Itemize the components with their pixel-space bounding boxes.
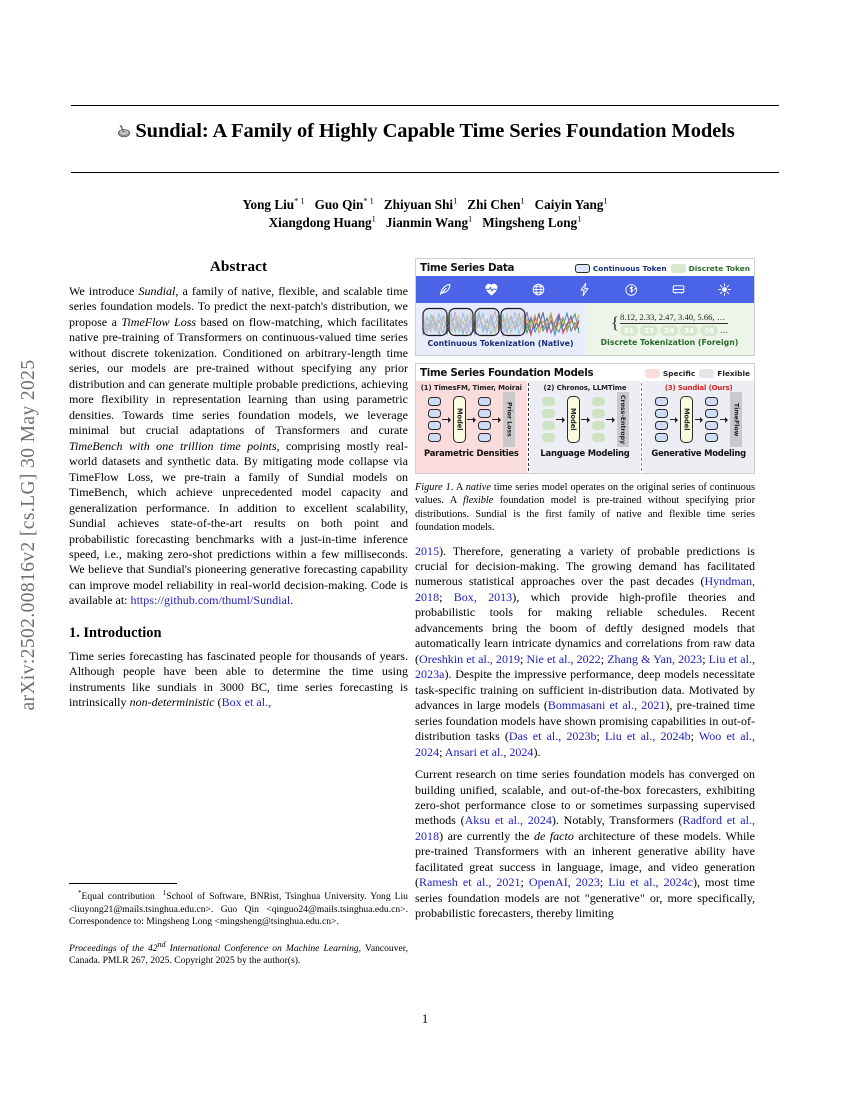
foundation-model-cell	[643, 381, 754, 473]
flexible-swatch	[699, 369, 714, 378]
token-box	[592, 397, 605, 407]
right-column	[415, 258, 755, 1003]
output-token-column	[592, 397, 605, 443]
dollar-circle-icon	[624, 282, 639, 297]
output-token-column	[705, 397, 718, 443]
token-box	[592, 409, 605, 419]
model-block-label: Model	[455, 408, 464, 431]
discrete-values-wrap	[611, 312, 728, 336]
loss-block	[503, 392, 515, 447]
model-block-label: Model	[569, 408, 577, 431]
discrete-values: 8.12, 2.33, 2.47, 3.40, 5.66, …	[620, 312, 728, 324]
token-box	[428, 397, 441, 407]
foundation-model-index-label: (1) TimesFM, Timer, Moirai	[420, 383, 522, 392]
time-series-data-panel	[415, 258, 755, 356]
discrete-token-chip: 56	[700, 325, 718, 336]
foundation-model-index-label: (2) Chronos, LLMTime	[543, 383, 627, 392]
foundation-model-index-label: (3) Sundial (Ours)	[664, 383, 733, 392]
foundation-model-caption: Language Modeling	[540, 447, 630, 458]
input-token-column	[428, 397, 441, 443]
author-name: Yong Liu$^{* 1}$	[242, 197, 305, 213]
discrete-token-chip: 23	[640, 325, 658, 336]
token-box	[478, 421, 491, 431]
legend-label-specific: Specific	[662, 368, 696, 378]
continuous-tokenization-caption: Continuous Tokenization (Native)	[427, 339, 574, 348]
foundation-model-caption: Generative Modeling	[651, 447, 746, 458]
loss-block-label: Prior Loss	[505, 402, 513, 437]
flow-arrow-icon	[442, 415, 451, 424]
legend-label-continuous: Continuous Token	[592, 263, 667, 273]
author-name: Zhi Chen$^1$	[467, 197, 525, 213]
output-token-column	[478, 397, 491, 443]
author-name: Xiangdong Huang$^1$	[268, 214, 376, 231]
sun-icon	[717, 282, 732, 297]
token-box	[705, 397, 718, 407]
continuous-series-chart	[421, 306, 581, 337]
author-line-1	[71, 196, 779, 214]
token-box	[428, 409, 441, 419]
flow-arrow-icon	[670, 415, 679, 424]
token-box	[542, 409, 555, 419]
figure-1-caption: Figure 1. A native time series model operates on the original series of continuous values. A flexible foundation model is pre-trained without specifying prior distributions. Sundial is the first family of native and flexible time series foundation models.	[415, 482, 755, 534]
foundation-model-cell	[416, 381, 527, 473]
author-list	[71, 196, 779, 232]
lightning-icon	[577, 282, 592, 297]
loss-block	[730, 392, 742, 447]
discrete-values-block	[620, 312, 728, 336]
heart-pulse-icon	[484, 282, 499, 297]
domain-icon-strip	[416, 276, 754, 303]
sundial-icon	[115, 122, 132, 139]
bus-icon	[671, 282, 686, 297]
flow-arrow-icon	[695, 415, 704, 424]
token-box	[478, 433, 491, 443]
globe-icon	[531, 282, 546, 297]
footnote-affiliations: *Equal contribution $^1$School of Software, BNRist, Tsinghua University. Yong Liu <liuyong21@mails.tsinghua.edu.cn>. Guo Qin <qinguo24@mails.tsinghua.edu.cn>. Correspondence to: Mingsheng Long <mingsheng@tsinghua.edu.cn>.	[69, 889, 408, 928]
flow-arrow-icon	[720, 415, 729, 424]
token-box	[655, 409, 668, 419]
legend-discrete-token	[671, 264, 750, 273]
discrete-token-chip: 24	[660, 325, 678, 336]
author-name: Mingsheng Long$^1$	[482, 214, 582, 231]
author-line-2	[71, 214, 779, 232]
foundation-model-diagram	[643, 392, 754, 448]
token-box	[655, 421, 668, 431]
model-block	[680, 396, 693, 443]
loss-block-label: TimeFlow	[732, 402, 740, 437]
discrete-token-chip: 34	[680, 325, 698, 336]
legend-label-discrete: Discrete Token	[688, 263, 750, 273]
title-rule-top	[71, 105, 779, 106]
specific-swatch	[645, 369, 660, 378]
figure-1	[415, 258, 755, 535]
leaf-icon	[438, 282, 453, 297]
panel-divider-dotted	[641, 383, 642, 471]
tokenization-row	[416, 303, 754, 355]
token-box	[705, 433, 718, 443]
legend-specific	[645, 369, 695, 378]
page-title	[71, 120, 779, 143]
flow-arrow-icon	[581, 415, 590, 424]
token-box	[542, 397, 555, 407]
token-box	[428, 421, 441, 431]
models-panel-legend	[645, 369, 750, 378]
token-box	[592, 421, 605, 431]
curly-brace-icon: {	[610, 312, 620, 332]
discrete-tokenization-caption: Discrete Tokenization (Foreign)	[600, 338, 739, 348]
flow-arrow-icon	[467, 415, 476, 424]
panel-divider-dashed	[528, 383, 529, 471]
author-name: Caiyin Yang$^1$	[534, 197, 608, 213]
abstract-text: We introduce Sundial, a family of native, flexible, and scalable time series foundation models. To predict the next-patch's distribution, we propose a TimeFlow Loss based on flow-matching, which facilitates native pre-training of Transformers on continuous-valued time series without discrete tokenization. Conditioned on arbitrary-length time series, our models are pre-trained without specifying any prior distribution and can generate multiple probable predictions, achieving more flexibility in representation learning than using parametric densities. Towards time series foundation models, we leverage minimal but crucial adaptations of Transformers and curate TimeBench with one trillion time points, comprising mostly real-world datasets and synthetic data. By mitigating mode collapse via TimeFlow Loss, we pre-train a family of Sundial models on TimeBench, which achieve unprecedented model capacity and generalization performance. In addition to excellent scalability, Sundial achieves state-of-the-art results on both point and probabilistic forecasting benchmarks with a just-in-time inference speed, i.e., making zero-shot predictions within a few milliseconds. We believe that Sundial's pioneering generative forecasting capability can improve model reliability in real-world decision-making. Code is available at: https://github.com/thuml/Sundial.	[69, 284, 408, 608]
discrete-tokenization-cell	[585, 303, 754, 355]
token-box	[655, 397, 668, 407]
token-box	[705, 421, 718, 431]
flow-arrow-icon	[492, 415, 501, 424]
continuous-tokenization-cell	[416, 303, 585, 355]
token-box	[542, 433, 555, 443]
legend-flexible	[699, 369, 750, 378]
flow-arrow-icon	[606, 415, 615, 424]
author-name: Guo Qin$^{* 1}$	[314, 197, 374, 213]
proceedings-notice: Proceedings of the 42nd International Conference on Machine Learning, Vancouver, Canada. PMLR 267, 2025. Copyright 2025 by the author(s).	[69, 939, 408, 967]
title-rule-bottom	[71, 172, 779, 173]
data-panel-legend	[575, 264, 750, 273]
token-box	[592, 433, 605, 443]
token-box	[542, 421, 555, 431]
discrete-token-chips	[620, 325, 728, 336]
introduction-heading: 1. Introduction	[69, 624, 162, 641]
abstract-heading: Abstract	[209, 258, 268, 275]
token-box	[478, 409, 491, 419]
token-box	[705, 409, 718, 419]
arxiv-stamp: arXiv:2502.00816v2 [cs.LG] 30 May 2025	[18, 359, 39, 711]
model-block	[567, 396, 580, 443]
introduction-paragraph-1: Time series forecasting has fascinated people for thousands of years. Although people have been able to determine the time using instruments like sundials in 3000 BC, time series forecasting is intrinsically non-deterministic (Box et al.,	[69, 648, 408, 710]
page-number: 1	[421, 1012, 429, 1026]
author-name: Zhiyuan Shi$^1$	[383, 197, 458, 213]
data-panel-header	[416, 259, 754, 276]
discrete-chips-ellipsis: …	[720, 326, 729, 336]
page-title-text: Sundial: A Family of Highly Capable Time Series Foundation Models	[135, 120, 735, 142]
legend-continuous-token	[575, 264, 667, 273]
models-panel-title: Time Series Foundation Models	[420, 367, 594, 379]
loss-block-label: Cross-Entropy	[619, 394, 626, 445]
foundation-models-panel	[415, 363, 755, 474]
discrete-token-chip: 81	[620, 325, 638, 336]
input-token-column	[655, 397, 668, 443]
footnote-rule	[69, 883, 177, 884]
foundation-model-cell	[530, 381, 641, 473]
model-block	[453, 396, 466, 443]
foundation-model-caption: Parametric Densities	[424, 447, 519, 458]
discrete-token-swatch	[671, 264, 686, 273]
footnote-block	[69, 883, 408, 968]
token-box	[428, 433, 441, 443]
model-block-label: Model	[682, 408, 691, 431]
loss-block	[617, 392, 629, 447]
input-token-column	[542, 397, 555, 443]
foundation-models-row	[416, 381, 754, 473]
continuous-token-swatch	[575, 264, 590, 273]
flow-arrow-icon	[556, 415, 565, 424]
right-paragraph-1: 2015). Therefore, generating a variety of probable predictions is crucial for decision-making. The growing demand has facilitated numerous statistical approaches over the past decades (Hyndman, 2018; Box, 2013), which provide high-profile theories and probabilistic tools for making reliable schedules. Recent advancements bring the boom of deftly designed models that automatically learn intricate dynamics and correlations from raw data (Oreshkin et al., 2019; Nie et al., 2022; Zhang & Yan, 2023; Liu et al., 2023a). Despite the impressive performance, deep models necessitate task-specific training on sufficient in-distribution data. Motivated by advances in large models (Bommasani et al., 2021), pre-trained time series foundation models have shown promising capabilities in out-of-distribution tasks (Das et al., 2023b; Liu et al., 2024b; Woo et al., 2024; Ansari et al., 2024).	[415, 543, 756, 759]
foundation-model-diagram	[530, 392, 641, 448]
foundation-model-diagram	[416, 392, 527, 448]
token-box	[655, 433, 668, 443]
author-name: Jianmin Wang$^1$	[385, 214, 473, 231]
models-panel-header	[416, 364, 754, 381]
data-panel-title: Time Series Data	[420, 262, 515, 274]
legend-label-flexible: Flexible	[717, 368, 750, 378]
token-box	[478, 397, 491, 407]
right-paragraph-2: Current research on time series foundation models has converged on building unified, scalable, and out-of-the-box forecasters, exhibiting zero-shot performance close to or sometimes surpassing supervised methods (Aksu et al., 2024). Notably, Transformers (Radford et al., 2018) are currently the de facto architecture of these models. While pre-trained Transformers with an inherent generative ability have facilitated great success in language, image, and video generation (Ramesh et al., 2021; OpenAI, 2023; Liu et al., 2024c), most time series foundation models are not "generative" or, more specifically, probabilistic forecasters, thereby limiting	[415, 767, 756, 921]
